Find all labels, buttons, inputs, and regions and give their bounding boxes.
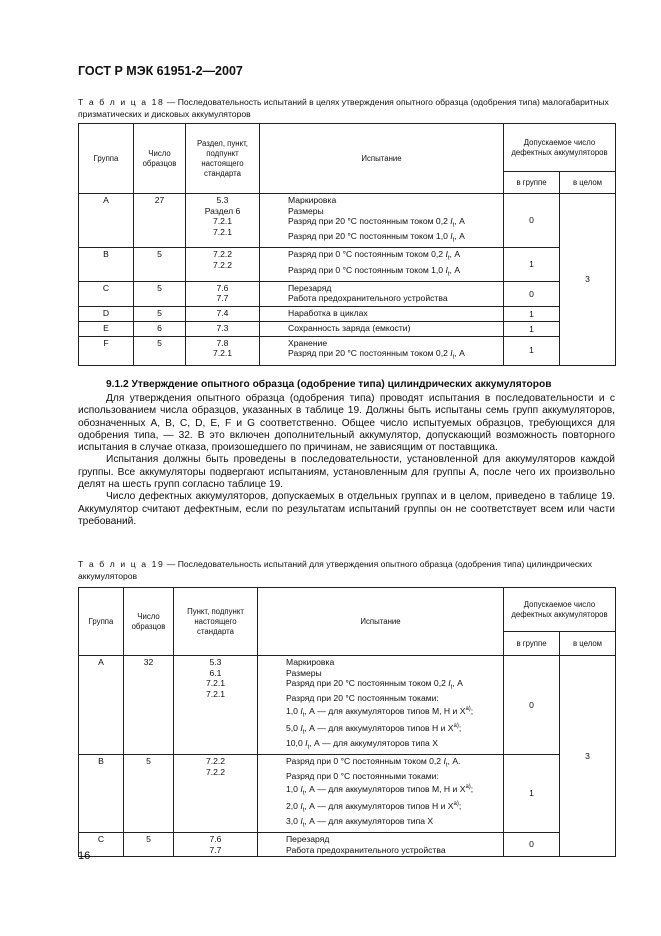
table-row	[79, 833, 616, 857]
test-line: 10,0 $I_t$, А — для аккумуляторов типа Х	[286, 737, 438, 751]
table-row	[79, 321, 616, 336]
clause: Раздел 6	[204, 205, 241, 216]
table18-caption-text: — Последовательность испытаний в целях утверждения опытного образца (одобрения типа) малогабаритных призматических и дисковых аккумуляторов	[78, 97, 609, 119]
t19-header-count: Число образцов	[124, 588, 174, 656]
group-cell: В	[79, 755, 124, 833]
test-line: Сохранность заряда (емкости)	[288, 322, 411, 333]
test-cell	[260, 306, 504, 321]
count-cell: 6	[134, 321, 186, 336]
clause: 7.2.1	[205, 688, 226, 699]
clause: 7.2.2	[205, 766, 226, 777]
table-row	[79, 194, 616, 248]
count-cell: 5	[134, 281, 186, 306]
clause: 5.3	[209, 657, 222, 667]
clause: 7.2.1	[205, 678, 226, 688]
clause: 7.6	[216, 282, 229, 293]
t19-header-section: Пункт, подпункт настоящего стандарта	[174, 588, 258, 656]
clause: 7.2.2	[212, 249, 233, 260]
test-line: Разряд при 20 °С постоянным токами:	[286, 693, 439, 704]
group-cell: E	[79, 321, 134, 336]
test-line: Разряд при 20 °С постоянным током 1,0 $I_t$, А	[288, 231, 465, 244]
test-line: Размеры	[286, 667, 322, 678]
defects-total-cell: 3	[560, 194, 616, 366]
table-row	[79, 656, 616, 755]
test-line: Перезаряд	[288, 282, 332, 293]
group-cell: С	[79, 833, 124, 857]
table18-caption-label: Т а б л и ц а 18	[78, 97, 165, 107]
test-line: 2,0 $I_t$, А — для аккумуляторов типов Н и $X^{a)}$;	[286, 800, 462, 814]
test-line: Маркировка	[286, 657, 335, 667]
defects-in-group-cell: 1	[504, 321, 560, 336]
clause-cell	[186, 306, 260, 321]
t18-header-group: Группа	[79, 124, 134, 194]
count-cell: 32	[124, 656, 174, 755]
defects-in-group-cell: 1	[504, 755, 560, 833]
t19-header-total: в целом	[560, 632, 616, 656]
t18-header-section: Раздел, пункт, подпункт настоящего стандарта	[186, 124, 260, 194]
test-line: 1,0 $I_t$, А — для аккумуляторов типов М, Н и $X^{a)}$;	[286, 705, 474, 719]
clause-cell	[186, 321, 260, 336]
clause: 7.7	[216, 293, 229, 304]
clause: 7.2.1	[212, 216, 233, 226]
t19-header-test: Испытание	[258, 588, 504, 656]
test-line: Разряд при 0 °С постоянным током 0,2 $I_t$, А.	[286, 756, 461, 769]
group-cell: А	[79, 194, 134, 248]
test-cell	[258, 656, 504, 755]
table-19	[78, 587, 616, 857]
t19-header-group: Группа	[79, 588, 124, 656]
test-line: 5,0 $I_t$, А — для аккумуляторов типов Н и $X^{a)}$;	[286, 722, 462, 736]
table19-caption-text: — Последовательность испытаний для утверждения опытного образца (одобрения типа) цилиндрических аккумуляторов	[78, 559, 593, 581]
t18-header-allowed: Допускаемое число дефектных аккумуляторов	[504, 124, 616, 172]
page-number: 16	[78, 850, 91, 862]
test-line: Работа предохранительного устройства	[286, 844, 446, 855]
test-cell	[260, 336, 504, 365]
test-cell	[258, 755, 504, 833]
defects-in-group-cell: 0	[504, 656, 560, 755]
test-cell	[260, 321, 504, 336]
table18-caption	[78, 96, 618, 120]
t18-body	[79, 194, 616, 366]
section-title: 9.1.2 Утверждение опытного образца (одобрение типа) цилиндрических аккумуляторов	[106, 379, 552, 390]
defects-in-group-cell: 0	[504, 281, 560, 306]
clause: 7.2.2	[212, 259, 233, 270]
clause-cell	[174, 656, 258, 755]
test-line: Маркировка	[288, 195, 337, 205]
paragraph: Число дефектных аккумуляторов, допускаемых в отдельных группах и в целом, приведено в таблице 19. Аккумулятор считают дефектным, если по результатам испытаний группы он не соответствует всем или части требований.	[78, 491, 615, 527]
test-line: 3,0 $I_t$, А — для аккумуляторов типа Х	[286, 815, 434, 829]
test-cell	[260, 281, 504, 306]
count-cell: 5	[134, 336, 186, 365]
defects-in-group-cell: 0	[504, 833, 560, 857]
t19-body	[79, 656, 616, 857]
test-line: Наработка в циклах	[288, 307, 368, 318]
table-row	[79, 306, 616, 321]
defects-in-group-cell: 0	[504, 194, 560, 248]
t18-header-total: в целом	[560, 172, 616, 194]
clause: 6.1	[209, 667, 222, 678]
test-line: Хранение	[288, 337, 328, 348]
clause-cell	[186, 248, 260, 281]
section-body	[78, 393, 615, 528]
group-cell: F	[79, 336, 134, 365]
document-header: ГОСТ Р МЭК 61951-2—2007	[78, 64, 243, 78]
table-row	[79, 755, 616, 833]
test-line: Разряд при 0 °С постоянными токами:	[286, 771, 439, 782]
table-row	[79, 281, 616, 306]
test-cell	[260, 248, 504, 281]
clause-cell	[174, 755, 258, 833]
t18-header-in-group: в группе	[504, 172, 560, 194]
group-cell: С	[79, 281, 134, 306]
clause-cell	[174, 833, 258, 857]
count-cell: 5	[124, 755, 174, 833]
t18-header-test: Испытание	[260, 124, 504, 194]
paragraph: Для утверждения опытного образца (одобрения типа) проводят испытания в последовательности и с использованием числа образцов, указанных в таблице 19. Должны быть испытаны семь групп аккумуляторов, обозначенных А, В, С, D, Е, F и G соответственно. Общее число испытуемых образцов, требующихся для одобрения типа, — 32. В это включен дополнительный аккумулятор, допускающий возможность повторного испытания в случае отказа, произошедшего по причинам, не зависящим от поставщика.	[78, 393, 615, 454]
clause: 7.2.1	[212, 348, 233, 359]
clause: 7.7	[209, 844, 222, 855]
test-line: Разряд при 0 °С постоянным током 0,2 $I_t$, А	[288, 249, 461, 263]
clause: 7.4	[216, 307, 229, 318]
clause-cell	[186, 194, 260, 248]
group-cell: А	[79, 656, 124, 755]
clause: 7.2.2	[205, 756, 226, 767]
count-cell: 27	[134, 194, 186, 248]
table19-caption	[78, 558, 618, 582]
test-cell	[260, 194, 504, 248]
test-line: 1,0 $I_t$, А — для аккумуляторов типов М, Н и $X^{a)}$;	[286, 783, 474, 797]
clause-cell	[186, 281, 260, 306]
test-line: Работа предохранительного устройства	[288, 293, 448, 304]
defects-in-group-cell: 1	[504, 306, 560, 321]
clause-cell	[186, 336, 260, 365]
group-cell: D	[79, 306, 134, 321]
table-18	[78, 123, 616, 366]
group-cell: В	[79, 248, 134, 281]
t19-header-allowed: Допускаемое число дефектных аккумуляторов	[504, 588, 616, 632]
test-line: Разряд при 0 °С постоянным током 1,0 $I_t$, А	[288, 264, 461, 278]
t18-header-count: Число образцов	[134, 124, 186, 194]
test-line: Разряд при 20 °С постоянным током 0,2 $I_t$, А	[288, 348, 465, 362]
clause: 7.8	[216, 337, 229, 348]
count-cell: 5	[134, 248, 186, 281]
count-cell: 5	[124, 833, 174, 857]
table-row	[79, 248, 616, 281]
clause: 7.6	[209, 834, 222, 845]
table19-caption-label: Т а б л и ц а 19	[78, 559, 165, 569]
count-cell: 5	[134, 306, 186, 321]
paragraph: Испытания должны быть проведены в последовательности, установленной для аккумуляторов каждой группы. Все аккумуляторы подвергают испытаниям, установленным для группы А, после чего их произвольно делят на шесть групп согласно таблице 19.	[78, 454, 615, 491]
clause: 7.2.1	[212, 226, 233, 237]
test-line: Размеры	[288, 205, 324, 216]
defects-in-group-cell: 1	[504, 336, 560, 365]
test-cell	[258, 833, 504, 857]
clause: 5.3	[216, 195, 229, 205]
table-row	[79, 336, 616, 365]
test-line: Разряд при 20 °С постоянным током 0,2 $I_t$, А	[286, 678, 463, 691]
defects-total-cell: 3	[560, 656, 616, 857]
test-line: Перезаряд	[286, 834, 330, 845]
test-line: Разряд при 20 °С постоянным током 0,2 $I_t$, А	[288, 216, 465, 229]
t19-header-in-group: в группе	[504, 632, 560, 656]
defects-in-group-cell: 1	[504, 248, 560, 281]
clause: 7.3	[216, 322, 229, 333]
